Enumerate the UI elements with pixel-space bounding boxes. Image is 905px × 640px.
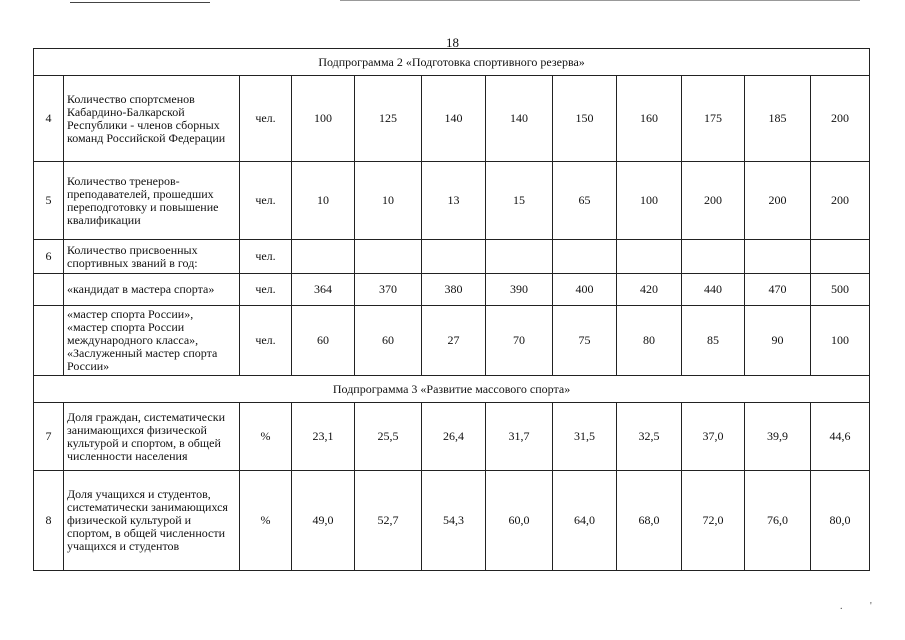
table-row: [34, 471, 870, 571]
value-cell: 500: [811, 274, 870, 306]
value-cell: [745, 240, 811, 274]
indicators-table: [33, 48, 870, 571]
value-cell: 160: [617, 76, 682, 162]
value-cell: 52,7: [355, 471, 422, 571]
top-underline-mark: [70, 0, 210, 3]
value-cell: 26,4: [422, 403, 486, 471]
value-cell: 75: [553, 306, 617, 376]
table-body: [34, 49, 870, 571]
value-cell: 140: [422, 76, 486, 162]
value-cell: [355, 240, 422, 274]
row-number: 6: [34, 240, 64, 274]
indicator-name: «кандидат в мастера спорта»: [64, 274, 240, 306]
table-row: [34, 76, 870, 162]
value-cell: [553, 240, 617, 274]
value-cell: 100: [292, 76, 355, 162]
value-cell: 27: [422, 306, 486, 376]
value-cell: 72,0: [682, 471, 745, 571]
value-cell: 364: [292, 274, 355, 306]
row-number: 8: [34, 471, 64, 571]
value-cell: 32,5: [617, 403, 682, 471]
table-row: [34, 306, 870, 376]
value-cell: 200: [682, 162, 745, 240]
value-cell: 64,0: [553, 471, 617, 571]
row-number: 4: [34, 76, 64, 162]
indicator-name: Количество спортсменов Кабардино-Балкарской Республики - членов сборных команд Российской Федерации: [64, 76, 240, 162]
value-cell: 85: [682, 306, 745, 376]
value-cell: 380: [422, 274, 486, 306]
value-cell: 15: [486, 162, 553, 240]
value-cell: 44,6: [811, 403, 870, 471]
value-cell: 80: [617, 306, 682, 376]
value-cell: 60,0: [486, 471, 553, 571]
section-header-row: [34, 49, 870, 76]
unit-cell: чел.: [240, 162, 292, 240]
value-cell: [422, 240, 486, 274]
value-cell: 25,5: [355, 403, 422, 471]
value-cell: 31,7: [486, 403, 553, 471]
value-cell: 60: [355, 306, 422, 376]
indicator-name: Доля граждан, систематически занимающихся физической культурой и спортом, в общей численности населения: [64, 403, 240, 471]
value-cell: 54,3: [422, 471, 486, 571]
row-number: 7: [34, 403, 64, 471]
value-cell: 65: [553, 162, 617, 240]
value-cell: [617, 240, 682, 274]
value-cell: [292, 240, 355, 274]
value-cell: 200: [811, 162, 870, 240]
unit-cell: %: [240, 403, 292, 471]
table-row: [34, 240, 870, 274]
value-cell: 150: [553, 76, 617, 162]
scan-specks: . ': [840, 601, 872, 612]
section-header-row: [34, 376, 870, 403]
value-cell: 10: [292, 162, 355, 240]
value-cell: 70: [486, 306, 553, 376]
value-cell: 39,9: [745, 403, 811, 471]
indicator-name: Количество присвоенных спортивных званий в год:: [64, 240, 240, 274]
row-number: [34, 274, 64, 306]
row-number: 5: [34, 162, 64, 240]
page-number: 18: [446, 35, 459, 50]
value-cell: 90: [745, 306, 811, 376]
value-cell: 125: [355, 76, 422, 162]
value-cell: 400: [553, 274, 617, 306]
value-cell: 60: [292, 306, 355, 376]
value-cell: 31,5: [553, 403, 617, 471]
value-cell: 140: [486, 76, 553, 162]
value-cell: 76,0: [745, 471, 811, 571]
value-cell: 175: [682, 76, 745, 162]
value-cell: 80,0: [811, 471, 870, 571]
row-number: [34, 306, 64, 376]
value-cell: 23,1: [292, 403, 355, 471]
value-cell: 470: [745, 274, 811, 306]
unit-cell: чел.: [240, 306, 292, 376]
value-cell: 10: [355, 162, 422, 240]
value-cell: 200: [811, 76, 870, 162]
table-row: [34, 274, 870, 306]
value-cell: 100: [811, 306, 870, 376]
table-row: [34, 162, 870, 240]
unit-cell: чел.: [240, 240, 292, 274]
value-cell: 13: [422, 162, 486, 240]
indicator-name: Количество тренеров-преподавателей, прошедших переподготовку и повышение квалификации: [64, 162, 240, 240]
value-cell: 185: [745, 76, 811, 162]
value-cell: 420: [617, 274, 682, 306]
value-cell: [486, 240, 553, 274]
value-cell: 37,0: [682, 403, 745, 471]
unit-cell: чел.: [240, 274, 292, 306]
value-cell: 68,0: [617, 471, 682, 571]
value-cell: 390: [486, 274, 553, 306]
indicator-name: Доля учащихся и студентов, систематически занимающихся физической культурой и спортом, в общей численности учащихся и студентов: [64, 471, 240, 571]
unit-cell: чел.: [240, 76, 292, 162]
indicator-name: «мастер спорта России», «мастер спорта России международного класса», «Заслуженный мастер спорта России»: [64, 306, 240, 376]
unit-cell: %: [240, 471, 292, 571]
table-row: [34, 403, 870, 471]
value-cell: 49,0: [292, 471, 355, 571]
value-cell: 100: [617, 162, 682, 240]
section-title: Подпрограмма 3 «Развитие массового спорта»: [34, 376, 870, 403]
value-cell: 370: [355, 274, 422, 306]
value-cell: 200: [745, 162, 811, 240]
section-title: Подпрограмма 2 «Подготовка спортивного резерва»: [34, 49, 870, 76]
value-cell: 440: [682, 274, 745, 306]
value-cell: [682, 240, 745, 274]
value-cell: [811, 240, 870, 274]
top-rule: [340, 0, 860, 1]
